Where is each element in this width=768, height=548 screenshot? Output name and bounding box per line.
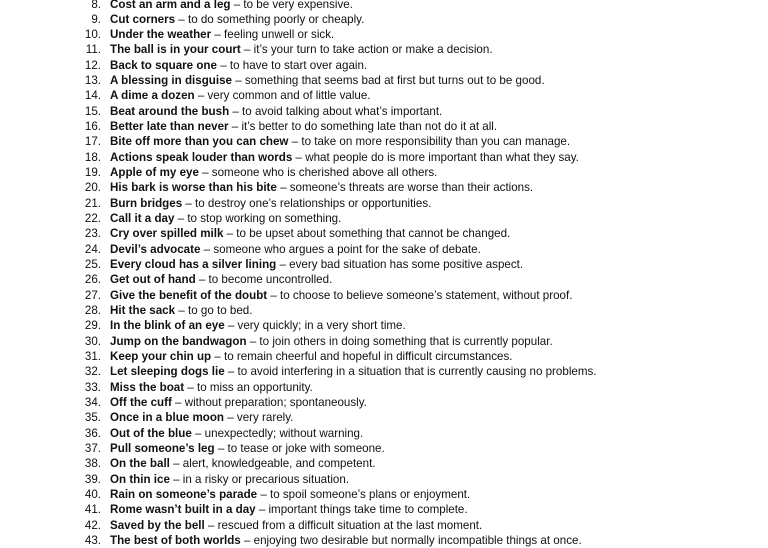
item-text xyxy=(110,288,572,303)
list-item xyxy=(0,533,768,548)
item-number: 17. xyxy=(84,135,101,149)
item-number: 31. xyxy=(84,350,101,364)
idiom-term: Miss the boat xyxy=(110,380,185,394)
list-item xyxy=(0,12,768,27)
item-number: 37. xyxy=(84,442,101,456)
item-number: 36. xyxy=(84,426,101,440)
item-text xyxy=(110,150,579,165)
idiom-definition: – very common and of little value. xyxy=(194,89,371,103)
item-text xyxy=(110,518,482,533)
list-item xyxy=(0,165,768,180)
list-item xyxy=(0,27,768,42)
list-item xyxy=(0,426,768,441)
idiom-definition: – very quickly; in a very short time. xyxy=(224,319,406,333)
item-text xyxy=(110,380,313,395)
list-item xyxy=(0,303,768,318)
idiom-definition: – every bad situation has some positive aspect. xyxy=(276,258,524,272)
idiom-definition: – enjoying two desirable but normally incompatible things at once. xyxy=(240,533,582,547)
idiom-definition: – to join others in doing something that is currently popular. xyxy=(246,334,553,348)
list-item xyxy=(0,196,768,211)
list-item xyxy=(0,119,768,134)
idiom-term: Saved by the bell xyxy=(110,518,205,532)
idiom-definition: – it’s your turn to take action or make a decision. xyxy=(240,43,493,57)
list-item xyxy=(0,88,768,103)
item-number: 26. xyxy=(84,273,101,287)
list-item xyxy=(0,487,768,502)
item-number: 12. xyxy=(84,58,101,72)
idiom-definition: – to take on more responsibility than you can manage. xyxy=(288,135,571,149)
list-item xyxy=(0,211,768,226)
item-number: 10. xyxy=(84,28,101,42)
item-text xyxy=(110,180,533,195)
item-text xyxy=(110,27,334,42)
item-text xyxy=(110,104,442,119)
item-number: 38. xyxy=(84,457,101,471)
item-number: 30. xyxy=(84,334,101,348)
item-number: 9. xyxy=(91,12,101,26)
idiom-term: The best of both worlds xyxy=(110,533,241,547)
item-number: 22. xyxy=(84,212,101,226)
list-item xyxy=(0,518,768,533)
item-text xyxy=(110,88,371,103)
idiom-definition: – important things take time to complete. xyxy=(255,503,468,517)
item-number: 33. xyxy=(84,380,101,394)
list-item xyxy=(0,226,768,241)
idiom-definition: – very rarely. xyxy=(224,411,294,425)
idiom-definition: – to tease or joke with someone. xyxy=(214,442,385,456)
list-item xyxy=(0,150,768,165)
item-text xyxy=(110,456,376,471)
item-number: 19. xyxy=(84,166,101,180)
list-item xyxy=(0,456,768,471)
idiom-term: Once in a blue moon xyxy=(110,411,225,425)
item-number: 42. xyxy=(84,518,101,532)
idiom-definition: – something that seems bad at first but turns out to be good. xyxy=(231,74,545,88)
item-number: 25. xyxy=(84,258,101,272)
idiom-term: Back to square one xyxy=(110,58,217,72)
item-number: 43. xyxy=(84,533,101,547)
idiom-definition: – what people do is more important than what they say. xyxy=(292,150,579,164)
list-item xyxy=(0,410,768,425)
item-text xyxy=(110,196,431,211)
item-text xyxy=(110,426,363,441)
idiom-term: Better late than never xyxy=(110,120,229,134)
idiom-term: Get out of hand xyxy=(110,273,196,287)
idiom-term: Call it a day xyxy=(110,212,175,226)
idiom-definition: – to be very expensive. xyxy=(230,0,353,11)
item-text xyxy=(110,119,497,134)
item-text xyxy=(110,472,349,487)
item-text xyxy=(110,533,582,548)
item-number: 14. xyxy=(84,89,101,103)
idiom-term: Under the weather xyxy=(110,28,212,42)
idiom-definition: – to avoid interfering in a situation that is currently causing no problems. xyxy=(224,365,597,379)
item-text xyxy=(110,318,406,333)
idiom-term: Keep your chin up xyxy=(110,350,212,364)
list-item xyxy=(0,104,768,119)
idiom-definition: – rescued from a difficult situation at the last moment. xyxy=(204,518,483,532)
idiom-definition: – it’s better to do something late than not do it at all. xyxy=(228,120,498,134)
idiom-term: Every cloud has a silver lining xyxy=(110,258,277,272)
item-number: 15. xyxy=(84,104,101,118)
item-number: 29. xyxy=(84,319,101,333)
idiom-term: Burn bridges xyxy=(110,196,183,210)
idiom-term: A blessing in disguise xyxy=(110,74,232,88)
idiom-definition: – to be upset about something that cannot be changed. xyxy=(223,227,511,241)
idiom-definition: – to miss an opportunity. xyxy=(184,380,313,394)
item-number: 24. xyxy=(84,242,101,256)
idiom-term: Hit the sack xyxy=(110,304,176,318)
idiom-term: Actions speak louder than words xyxy=(110,150,293,164)
idiom-definition: – to avoid talking about what’s important. xyxy=(229,104,443,118)
idiom-term: Rome wasn’t built in a day xyxy=(110,503,256,517)
idiom-term: Cut corners xyxy=(110,12,176,26)
list-item xyxy=(0,58,768,73)
idiom-term: The ball is in your court xyxy=(110,43,241,57)
idiom-definition: – to go to bed. xyxy=(175,304,253,318)
idiom-term: On the ball xyxy=(110,457,170,471)
idiom-term: Bite off more than you can chew xyxy=(110,135,289,149)
item-number: 27. xyxy=(84,288,101,302)
idiom-term: Rain on someone’s parade xyxy=(110,488,258,501)
item-text xyxy=(110,211,341,226)
idiom-definition: – to destroy one’s relationships or opportunities. xyxy=(182,196,432,210)
idiom-term: In the blink of an eye xyxy=(110,319,225,333)
item-text xyxy=(110,257,523,272)
item-number: 20. xyxy=(84,181,101,195)
list-item xyxy=(0,502,768,517)
idiom-term: Devil’s advocate xyxy=(110,242,201,256)
idiom-definition: – in a risky or precarious situation. xyxy=(169,472,350,486)
item-text xyxy=(110,441,385,456)
item-number: 40. xyxy=(84,488,101,501)
idiom-term: On thin ice xyxy=(110,472,170,486)
item-number: 23. xyxy=(84,227,101,241)
item-text xyxy=(110,12,364,27)
idiom-term: Beat around the bush xyxy=(110,104,230,118)
idiom-definition: – alert, knowledgeable, and competent. xyxy=(169,457,376,471)
idiom-definition: – to choose to believe someone’s statement, without proof. xyxy=(267,288,573,302)
item-text xyxy=(110,395,367,410)
list-item xyxy=(0,134,768,149)
idiom-definition: – to spoil someone’s plans or enjoyment. xyxy=(257,488,471,501)
idiom-term: Cost an arm and a leg xyxy=(110,0,231,11)
list-item xyxy=(0,318,768,333)
idiom-definition: – someone’s threats are worse than their actions. xyxy=(276,181,534,195)
list-item xyxy=(0,242,768,257)
item-number: 34. xyxy=(84,396,101,410)
list-item xyxy=(0,364,768,379)
item-text xyxy=(110,165,437,180)
item-text xyxy=(110,134,570,149)
idiom-definition: – unexpectedly; without warning. xyxy=(191,426,364,440)
idiom-term: His bark is worse than his bite xyxy=(110,181,277,195)
list-item xyxy=(0,472,768,487)
item-text xyxy=(110,364,597,379)
item-text xyxy=(110,334,553,349)
item-text xyxy=(110,410,293,425)
item-text xyxy=(110,42,493,57)
item-text xyxy=(110,487,470,502)
idiom-definition: – to remain cheerful and hopeful in difficult circumstances. xyxy=(211,350,513,364)
idiom-term: Give the benefit of the doubt xyxy=(110,288,268,302)
list-item xyxy=(0,349,768,364)
list-item xyxy=(0,73,768,88)
idiom-definition: – to have to start over again. xyxy=(216,58,368,72)
item-number: 28. xyxy=(84,304,101,318)
item-number: 32. xyxy=(84,365,101,379)
list-item xyxy=(0,380,768,395)
list-item xyxy=(0,257,768,272)
item-text xyxy=(110,272,332,287)
list-item xyxy=(0,334,768,349)
list-item xyxy=(0,288,768,303)
list-item xyxy=(0,0,768,12)
item-text xyxy=(110,502,468,517)
idiom-definition: – to do something poorly or cheaply. xyxy=(175,12,365,26)
idiom-term: Jump on the bandwagon xyxy=(110,334,247,348)
idiom-definition: – someone who is cherished above all others. xyxy=(198,166,438,180)
idiom-term: A dime a dozen xyxy=(110,89,195,103)
idiom-definition: – without preparation; spontaneously. xyxy=(171,396,367,410)
idiom-definition: – feeling unwell or sick. xyxy=(211,28,335,42)
list-item xyxy=(0,395,768,410)
item-number: 39. xyxy=(84,472,101,486)
item-number: 11. xyxy=(85,43,101,57)
item-text xyxy=(110,58,367,73)
idiom-term: Cry over spilled milk xyxy=(110,227,224,241)
item-number: 35. xyxy=(84,411,101,425)
item-text xyxy=(110,226,510,241)
idiom-definition: – someone who argues a point for the sake of debate. xyxy=(200,242,481,256)
item-number: 13. xyxy=(84,74,101,88)
idiom-term: Let sleeping dogs lie xyxy=(110,365,225,379)
item-text xyxy=(110,303,252,318)
idiom-term: Pull someone’s leg xyxy=(110,442,215,456)
item-text xyxy=(110,349,513,364)
list-item xyxy=(0,272,768,287)
item-number: 21. xyxy=(84,196,101,210)
item-number: 41. xyxy=(84,503,101,517)
item-number: 18. xyxy=(84,150,101,164)
item-text xyxy=(110,73,545,88)
item-number: 16. xyxy=(84,120,101,134)
list-item xyxy=(0,441,768,456)
item-text xyxy=(110,242,481,257)
idiom-definition: – to become uncontrolled. xyxy=(195,273,333,287)
idiom-term: Off the cuff xyxy=(110,396,172,410)
idiom-term: Apple of my eye xyxy=(110,166,199,180)
list-item xyxy=(0,42,768,57)
item-number: 8. xyxy=(91,0,101,11)
idiom-term: Out of the blue xyxy=(110,426,192,440)
list-item xyxy=(0,180,768,195)
item-text xyxy=(110,0,353,12)
idiom-definition: – to stop working on something. xyxy=(174,212,342,226)
